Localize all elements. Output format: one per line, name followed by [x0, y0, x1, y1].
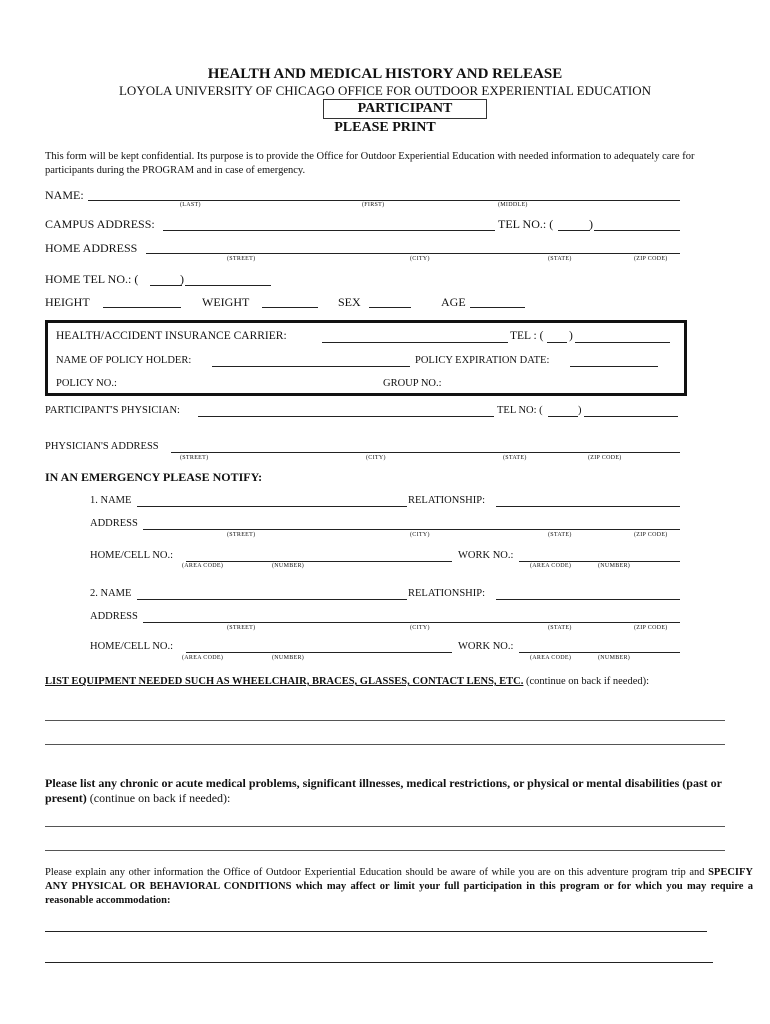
physician-field[interactable]	[198, 416, 494, 417]
policy-holder-label: NAME OF POLICY HOLDER:	[56, 355, 192, 366]
weight-field[interactable]	[262, 307, 318, 308]
age-field[interactable]	[470, 307, 525, 308]
zip-caption: (ZIP CODE)	[634, 256, 668, 262]
contact1-street-caption: (STREET)	[227, 532, 256, 538]
insurance-tel-close: )	[569, 330, 573, 342]
contact2-address-label: ADDRESS	[90, 611, 138, 622]
insurance-tel-number-field[interactable]	[575, 342, 670, 343]
contact2-work-area-caption: (AREA CODE)	[530, 655, 572, 661]
equipment-line-1[interactable]	[45, 720, 725, 721]
contact2-state-caption: (STATE)	[548, 625, 572, 631]
form-subtitle: LOYOLA UNIVERSITY OF CHICAGO OFFICE FOR OUTDOOR EXPERIENTIAL EDUCATION	[118, 83, 652, 98]
equipment-section	[45, 675, 725, 689]
contact1-home-number-caption: (NUMBER)	[272, 563, 305, 569]
equipment-continue: (continue on back if needed):	[526, 676, 650, 687]
other-line-1[interactable]	[45, 931, 707, 932]
last-caption: (LAST)	[180, 202, 201, 208]
contact1-work-field[interactable]	[519, 561, 680, 562]
other-text-2: SPECIFY ANY PHYSICAL OR BEHAVIORAL CONDITIONS which may affect or limit your full participation in this program or for which you may require a reasonable accommodation:	[45, 867, 754, 906]
contact2-name-field[interactable]	[137, 599, 407, 600]
home-address-label: HOME ADDRESS	[45, 241, 138, 255]
physician-tel-close: )	[578, 405, 582, 416]
contact1-work-area-caption: (AREA CODE)	[530, 563, 572, 569]
insurance-tel-label: TEL : (	[510, 330, 544, 342]
equipment-heading: LIST EQUIPMENT NEEDED SUCH AS WHEELCHAIR, BRACES, GLASSES, CONTACT LENS, ETC.	[45, 676, 524, 687]
campus-tel-area-field[interactable]	[558, 230, 590, 231]
contact2-name-label: 2. NAME	[90, 588, 132, 599]
intro-text: This form will be kept confidential. Its purpose is to provide the Office for Outdoor Experiential Education with needed information to adequately care for participants during the PROGRAM and in case of emergency.	[45, 151, 695, 176]
medical-line-2[interactable]	[45, 850, 725, 851]
expiration-label: POLICY EXPIRATION DATE:	[415, 355, 550, 366]
contact1-work-label: WORK NO.:	[458, 550, 514, 561]
contact1-home-area-caption: (AREA CODE)	[182, 563, 224, 569]
carrier-field[interactable]	[322, 342, 508, 343]
insurance-tel-area-field[interactable]	[547, 342, 567, 343]
height-label: HEIGHT	[45, 295, 90, 309]
participant-box: PARTICIPANT	[323, 99, 487, 119]
height-field[interactable]	[103, 307, 181, 308]
contact2-home-area-caption: (AREA CODE)	[182, 655, 224, 661]
sex-field[interactable]	[369, 307, 411, 308]
contact1-relationship-field[interactable]	[496, 506, 680, 507]
contact2-city-caption: (CITY)	[410, 625, 430, 631]
physician-city-caption: (CITY)	[366, 455, 386, 461]
home-tel-number-field[interactable]	[185, 285, 271, 286]
contact2-street-caption: (STREET)	[227, 625, 256, 631]
please-print-label: PLEASE PRINT	[334, 120, 436, 135]
physician-zip-caption: (ZIP CODE)	[588, 455, 622, 461]
contact1-city-caption: (CITY)	[410, 532, 430, 538]
other-text-1: Please explain any other information the Office of Outdoor Experiential Education should be aware of while you are on this adventure program trip and	[45, 867, 705, 878]
name-label: NAME:	[45, 188, 84, 202]
medical-section	[45, 776, 725, 806]
physician-tel-number-field[interactable]	[584, 416, 678, 417]
contact1-home-cell-field[interactable]	[186, 561, 452, 562]
campus-tel-number-field[interactable]	[594, 230, 680, 231]
policy-holder-field[interactable]	[212, 366, 410, 367]
contact2-home-number-caption: (NUMBER)	[272, 655, 305, 661]
campus-tel-close: )	[589, 217, 593, 231]
contact2-home-cell-field[interactable]	[186, 652, 452, 653]
physician-address-field[interactable]	[171, 452, 680, 453]
physician-tel-area-field[interactable]	[548, 416, 578, 417]
home-address-field[interactable]	[146, 253, 680, 254]
contact1-address-label: ADDRESS	[90, 518, 138, 529]
physician-street-caption: (STREET)	[180, 455, 209, 461]
contact1-name-field[interactable]	[137, 506, 407, 507]
campus-address-field[interactable]	[163, 230, 495, 231]
other-section	[45, 866, 753, 908]
weight-label: WEIGHT	[202, 295, 250, 309]
city-caption: (CITY)	[410, 256, 430, 262]
middle-caption: (MIDDLE)	[498, 202, 528, 208]
emergency-heading: IN AN EMERGENCY PLEASE NOTIFY:	[45, 470, 263, 484]
contact1-zip-caption: (ZIP CODE)	[634, 532, 668, 538]
age-label: AGE	[441, 295, 466, 309]
expiration-field[interactable]	[570, 366, 658, 367]
form-title: HEALTH AND MEDICAL HISTORY AND RELEASE	[207, 66, 563, 82]
policy-no-label: POLICY NO.:	[56, 378, 117, 389]
physician-label: PARTICIPANT'S PHYSICIAN:	[45, 405, 180, 416]
contact1-name-label: 1. NAME	[90, 495, 132, 506]
contact1-state-caption: (STATE)	[548, 532, 572, 538]
campus-address-label: CAMPUS ADDRESS:	[45, 217, 155, 231]
contact2-work-field[interactable]	[519, 652, 680, 653]
campus-tel-label: TEL NO.: (	[498, 217, 554, 231]
contact2-zip-caption: (ZIP CODE)	[634, 625, 668, 631]
physician-address-label: PHYSICIAN'S ADDRESS	[45, 441, 159, 452]
other-line-2[interactable]	[45, 962, 713, 963]
name-field[interactable]	[88, 200, 680, 201]
contact2-home-cell-label: HOME/CELL NO.:	[90, 641, 174, 652]
home-tel-label: HOME TEL NO.: (	[45, 272, 139, 286]
contact1-work-number-caption: (NUMBER)	[598, 563, 631, 569]
contact2-relationship-label: RELATIONSHIP:	[408, 588, 486, 599]
street-caption: (STREET)	[227, 256, 256, 262]
group-no-label: GROUP NO.:	[383, 378, 442, 389]
contact2-work-number-caption: (NUMBER)	[598, 655, 631, 661]
medical-heading: Please list any chronic or acute medical problems, significant illnesses, medical restrictions, or physical or mental disabilities (past or present)	[45, 776, 722, 805]
contact1-address-field[interactable]	[143, 529, 680, 530]
carrier-label: HEALTH/ACCIDENT INSURANCE CARRIER:	[56, 330, 287, 342]
contact2-work-label: WORK NO.:	[458, 641, 514, 652]
home-tel-close: )	[180, 272, 184, 286]
first-caption: (FIRST)	[362, 202, 385, 208]
medical-continue: (continue on back if needed):	[89, 791, 231, 805]
sex-label: SEX	[338, 295, 361, 309]
home-tel-area-field[interactable]	[150, 285, 182, 286]
medical-line-1[interactable]	[45, 826, 725, 827]
physician-tel-label: TEL NO: (	[497, 405, 543, 416]
contact2-address-field[interactable]	[143, 622, 680, 623]
contact2-relationship-field[interactable]	[496, 599, 680, 600]
equipment-line-2[interactable]	[45, 744, 725, 745]
contact1-relationship-label: RELATIONSHIP:	[408, 495, 486, 506]
contact1-home-cell-label: HOME/CELL NO.:	[90, 550, 174, 561]
physician-state-caption: (STATE)	[503, 455, 527, 461]
state-caption: (STATE)	[548, 256, 572, 262]
